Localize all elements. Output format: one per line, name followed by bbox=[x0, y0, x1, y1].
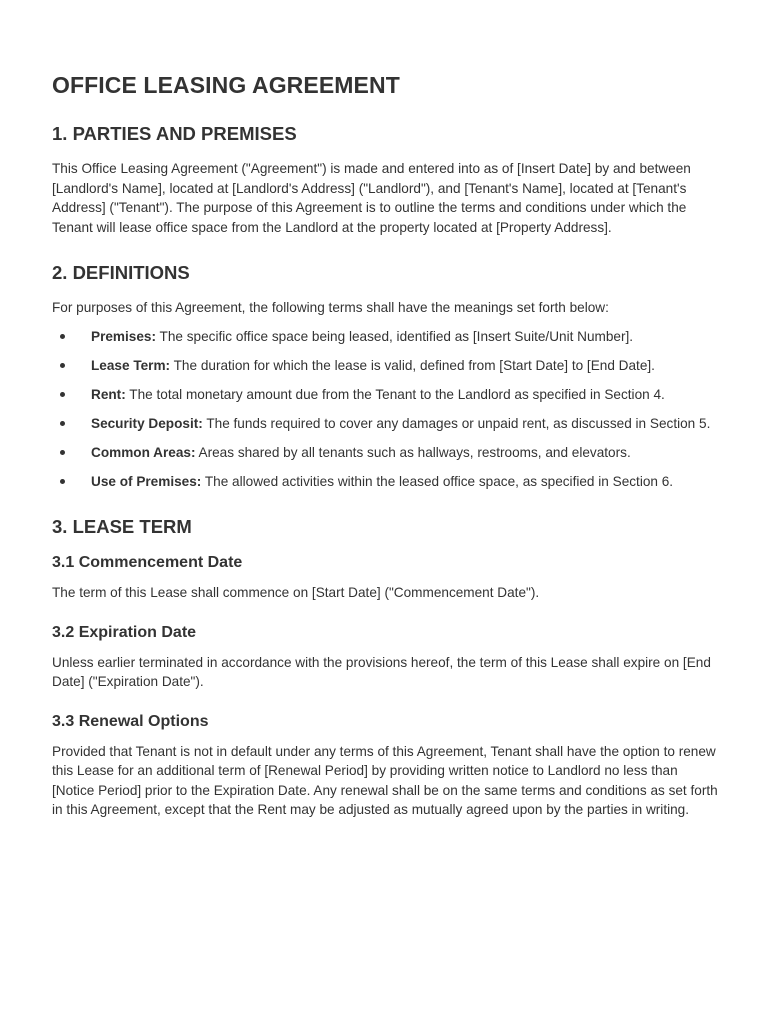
section-lease-term bbox=[52, 515, 722, 820]
definition-term: Premises: bbox=[91, 328, 156, 344]
section-heading: 1. PARTIES AND PREMISES bbox=[52, 123, 297, 144]
section-definitions bbox=[52, 261, 722, 491]
bullet-icon bbox=[60, 450, 65, 455]
section-paragraph: This Office Leasing Agreement ("Agreement") is made and entered into as of [Insert Date] by and between [Landlord's Name], located at [Landlord's Address] ("Landlord"), and [Tenant's Name], located at [Tenant's Address] ("Tenant"). The purpose of this Agreement is to outline the terms and conditions under which the Tenant will lease office space from the Landlord at the property located at [Property Address]. bbox=[52, 161, 691, 235]
bullet-icon bbox=[60, 334, 65, 339]
list-item bbox=[52, 385, 722, 405]
definition-text: Areas shared by all tenants such as hallways, restrooms, and elevators. bbox=[195, 444, 631, 460]
definition-text: The duration for which the lease is valid, defined from [Start Date] to [End Date]. bbox=[170, 357, 655, 373]
document-title: OFFICE LEASING AGREEMENT bbox=[52, 72, 400, 98]
bullet-icon bbox=[60, 421, 65, 426]
section-heading: 3. LEASE TERM bbox=[52, 516, 192, 537]
definition-term: Common Areas: bbox=[91, 444, 196, 460]
document-page bbox=[52, 70, 722, 820]
list-item bbox=[52, 356, 722, 376]
list-item bbox=[52, 327, 722, 347]
definition-term: Lease Term: bbox=[91, 357, 171, 373]
list-item bbox=[52, 472, 722, 492]
bullet-icon bbox=[60, 392, 65, 397]
definition-text: The specific office space being leased, identified as [Insert Suite/Unit Number]. bbox=[156, 328, 634, 344]
section-heading: 2. DEFINITIONS bbox=[52, 262, 190, 283]
definition-text: The funds required to cover any damages or unpaid rent, as discussed in Section 5. bbox=[202, 415, 711, 431]
definition-term: Security Deposit: bbox=[91, 415, 203, 431]
subsection-paragraph: The term of this Lease shall commence on [Start Date] ("Commencement Date"). bbox=[52, 585, 540, 600]
subsection-heading-commencement-date: 3.1 Commencement Date bbox=[52, 554, 243, 571]
section-paragraph: For purposes of this Agreement, the following terms shall have the meanings set forth below: bbox=[52, 300, 609, 315]
subsection-heading-expiration-date: 3.2 Expiration Date bbox=[52, 623, 197, 641]
list-item bbox=[52, 414, 722, 434]
definition-text: The total monetary amount due from the Tenant to the Landlord as specified in Section 4. bbox=[125, 386, 665, 402]
subsection-paragraph: Unless earlier terminated in accordance with the provisions hereof, the term of this Lease shall expire on [End Date] ("Expiration Date"). bbox=[52, 654, 711, 689]
list-item bbox=[52, 443, 722, 463]
bullet-icon bbox=[60, 479, 65, 484]
subsection-paragraph: Provided that Tenant is not in default under any terms of this Agreement, Tenant shall have the option to renew this Lease for an additional term of [Renewal Period] by providing written notice to Landlord no less than [Notice Period] prior to the Expiration Date. Any renewal shall be on the same terms and conditions as set forth in this Agreement, except that the Rent may be adjusted as mutually agreed upon by the parties in writing. bbox=[52, 743, 718, 817]
section-parties-and-premises bbox=[52, 122, 722, 237]
bullet-icon bbox=[60, 363, 65, 368]
definition-term: Use of Premises: bbox=[91, 473, 202, 489]
definitions-list bbox=[52, 327, 722, 492]
subsection-heading-renewal-options: 3.3 Renewal Options bbox=[52, 712, 209, 730]
definition-text: The allowed activities within the leased office space, as specified in Section 6. bbox=[201, 473, 674, 489]
definition-term: Rent: bbox=[91, 386, 126, 402]
